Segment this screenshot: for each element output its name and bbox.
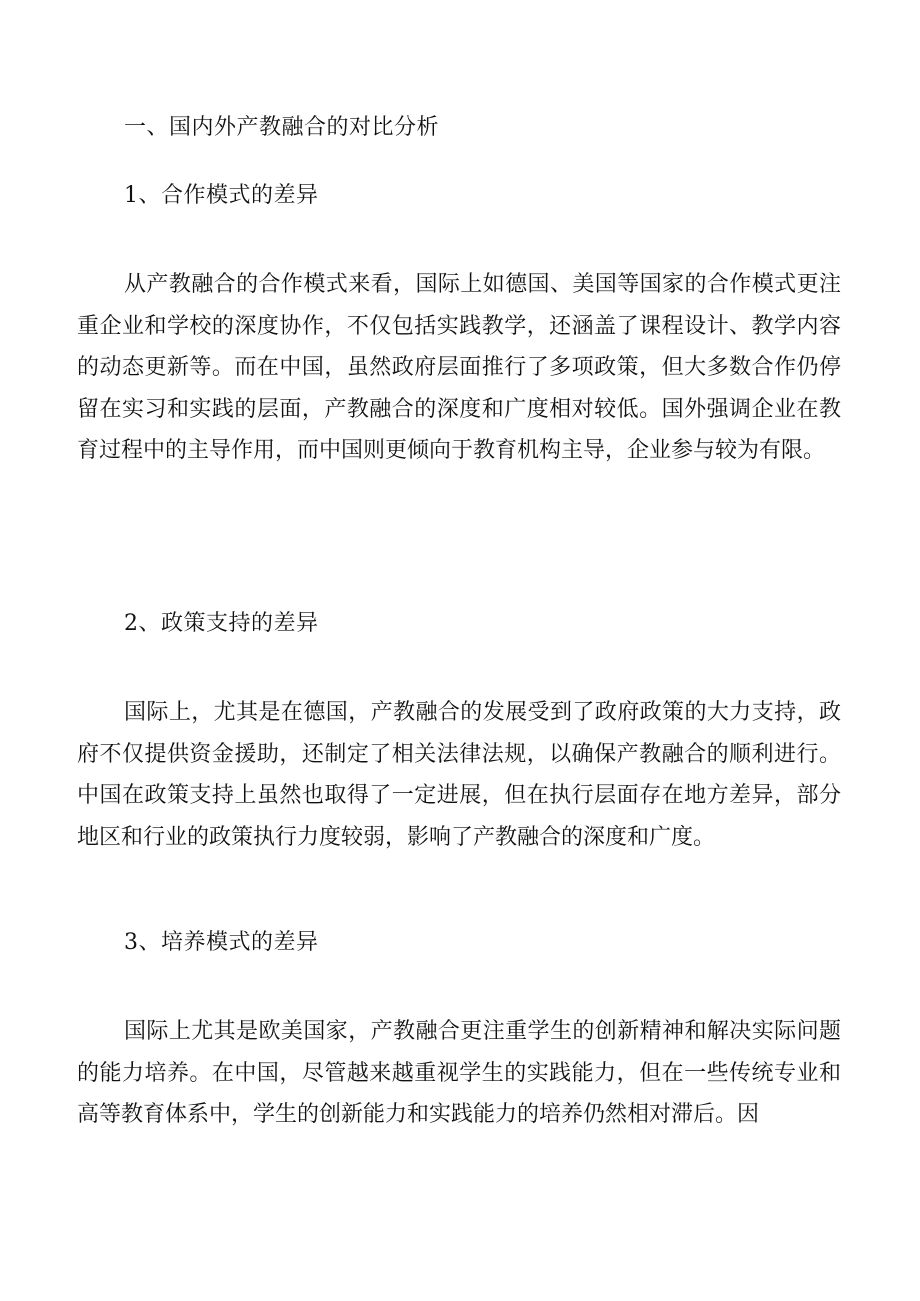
paragraph-policy-support: 国际上，尤其是在德国，产教融合的发展受到了政府政策的大力支持，政府不仅提供资金援助，还制定了相关法律法规，以确保产教融合的顺利进行。中国在政策支持上虽然也取得了一定进展，但在执行层面存在地方差异，部分地区和行业的政策执行力度较弱，影响了产教融合的深度和广度。 [77,700,841,850]
paragraph-cooperation-model: 从产教融合的合作模式来看，国际上如德国、美国等国家的合作模式更注重企业和学校的深度协作，不仅包括实践教学，还涵盖了课程设计、教学内容的动态更新等。而在中国，虽然政府层面推行了多项政策，但大多数合作仍停留在实习和实践的层面，产教融合的深度和广度相对较低。国外强调企业在教育过程中的主导作用，而中国则更倾向于教育机构主导，企业参与较为有限。 [77,272,841,463]
subsection-heading-cooperation-model: 1、合作模式的差异 [124,183,319,208]
subsection-heading-training-model: 3、培养模式的差异 [124,930,319,955]
subsection-heading-policy-support: 2、政策支持的差异 [124,611,319,636]
section-title: 一、国内外产教融合的对比分析 [124,115,440,140]
paragraph-training-model: 国际上尤其是欧美国家，产教融合更注重学生的创新精神和解决实际问题的能力培养。在中国，尽管越来越重视学生的实践能力，但在一些传统专业和高等教育体系中，学生的创新能力和实践能力的培养仍然相对滞后。因 [77,1019,841,1127]
